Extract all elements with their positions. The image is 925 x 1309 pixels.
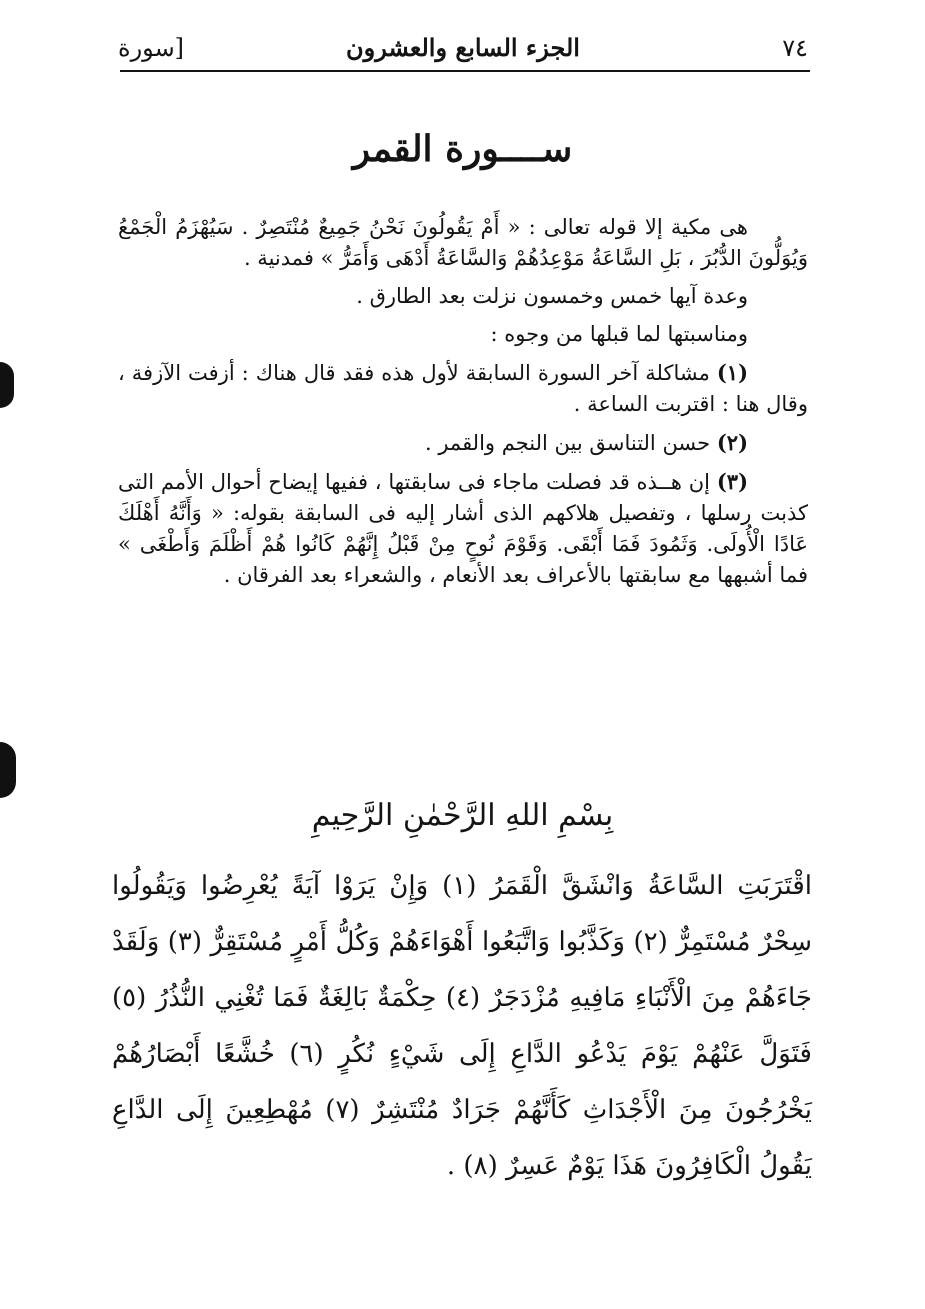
reason-1-text: مشاكلة آخر السورة السابقة لأول هذه فقد قال هناك : أزفت الآزفة ، وقال هنا : اقتربت الساعة .: [118, 361, 808, 416]
introduction: [118, 212, 808, 598]
reason-item-1: [118, 357, 808, 420]
scan-mark-bottom: [0, 742, 16, 798]
intro-paragraph-1: هى مكية إلا قوله تعالى : « أَمْ يَقُولُونَ نَحْنُ جَمِيعٌ مُنْتَصِرٌ . سَيُهْزَمُ الْجَمْعُ وَيُوَلُّونَ الدُّبُرَ ، بَلِ السَّاعَةُ مَوْعِدُهُمْ وَالسَّاعَةُ أَدْهَى وَأَمَرُّ » فمدنية .: [118, 215, 808, 270]
intro-paragraph-3: ومناسبتها لما قبلها من وجوه :: [490, 322, 748, 346]
reason-2-number: (٢): [716, 430, 748, 455]
scan-mark-top: [0, 362, 14, 408]
intro-paragraph-2: وعدة آيها خمس وخمسون نزلت بعد الطارق .: [356, 284, 748, 308]
reason-item-3: [118, 466, 808, 591]
reason-2-text: حسن التناسق بين النجم والقمر .: [424, 431, 711, 455]
reason-item-2: [118, 427, 808, 459]
running-header: [118, 28, 808, 68]
reason-1-number: (١): [716, 360, 748, 385]
reason-3-text: إن هــذه قد فصلت ماجاء فى سابقتها ، ففيها إيضاح أحوال الأمم التى كذبت رسلها ، وتفصيل هلاكهم الذى أشار إليه فى السابقة بقوله: « وَأَنَّهُ أَهْلَكَ عَادًا الْأُولَى. وَثَمُودَ فَمَا أَبْقَى. وَقَوْمَ نُوحٍ مِنْ قَبْلُ إِنَّهُمْ كَانُوا هُمْ أَظْلَمَ وَأَطْغَى » فما أشبهها مع سابقتها بالأعراف بعد الأنعام ، والشعراء بعد الفرقان .: [118, 470, 808, 587]
header-sura-label: [سورة: [118, 34, 185, 62]
basmala: بِسْمِ اللهِ الرَّحْمٰنِ الرَّحِيمِ: [311, 798, 614, 833]
quran-verses: اقْتَرَبَتِ السَّاعَةُ وَانْشَقَّ الْقَمَرُ (١) وَإِنْ يَرَوْا آيَةً يُعْرِضُوا وَيَقُولُوا سِحْرٌ مُسْتَمِرٌّ (٢) وَكَذَّبُوا وَاتَّبَعُوا أَهْوَاءَهُمْ وَكُلُّ أَمْرٍ مُسْتَقِرٌّ (٣) وَلَقَدْ جَاءَهُمْ مِنَ الْأَنْبَاءِ مَافِيهِ مُزْدَجَرٌ (٤) حِكْمَةٌ بَالِغَةٌ فَمَا تُغْنِي النُّذُرُ (٥) فَتَوَلَّ عَنْهُمْ يَوْمَ يَدْعُو الدَّاعِ إِلَى شَيْءٍ نُكُرٍ (٦) خُشَّعًا أَبْصَارُهُمْ يَخْرُجُونَ مِنَ الْأَجْدَاثِ كَأَنَّهُمْ جَرَادٌ مُنْتَشِرٌ (٧) مُهْطِعِينَ إِلَى الدَّاعِ يَقُولُ الْكَافِرُونَ هَذَا يَوْمٌ عَسِرٌ (٨) .: [112, 871, 812, 1181]
sura-title: ســــورة القمر: [352, 128, 573, 170]
header-title: الجزء السابع والعشرون: [346, 33, 580, 62]
page-number: ٧٤: [782, 34, 808, 62]
header-rule: [120, 70, 810, 72]
reason-3-number: (٣): [716, 469, 748, 494]
